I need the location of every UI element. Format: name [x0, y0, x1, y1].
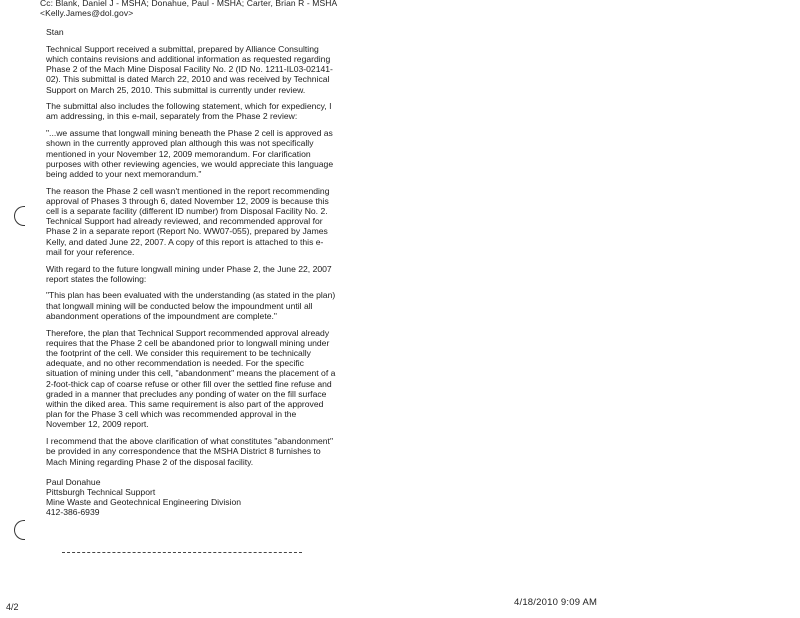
signature-name: Paul Donahue [46, 476, 101, 487]
signature-block [46, 477, 336, 518]
punch-hole-mark [14, 206, 25, 226]
cc-line: Cc: Blank, Daniel J - MSHA; Donahue, Paul - MSHA; Carter, Brian R - MSHA [40, 0, 338, 8]
quoted-paragraph-1: "...we assume that longwall mining beneath the Phase 2 cell is approved as shown in the currently approved plan although this was not specifically mentioned in your November 12, 2009 memorandum. For clarification purposes with other reviewing agencies, we would appreciate this language being added to your next memorandum." [46, 128, 334, 179]
paragraph-1: Technical Support received a submittal, prepared by Alliance Consulting which contains revisions and additional information as requested regarding Phase 2 of the Mach Mine Disposal Facility No. 2 (ID No. 1211-IL03-02141-02). This submittal is dated March 22, 2010 and was received by Technical Support on March 25, 2010. This submittal is currently under review. [46, 43, 333, 95]
paragraph-4: With regard to the future longwall mining under Phase 2, the June 22, 2007 report states the following: [46, 263, 332, 284]
signature-office: Pittsburgh Technical Support [46, 486, 156, 497]
paragraph-2: The submittal also includes the following statement, which for expediency, I am addressing, in this e-mail, separately from the Phase 2 review: [46, 101, 332, 122]
email-address-line: <Kelly.James@dol.gov> [40, 8, 134, 18]
paragraph-5: Therefore, the plan that Technical Support recommended approval already requires that the Phase 2 cell be abandoned prior to longwall mining under the footprint of the cell. We consider this requirement to be technically adequate, and no other recommendation is needed. For the specific situation of mining under this cell, "abandonment" means the placement of a 2-foot-thick cap of coarse refuse or other fill over the settled fine refuse and graded in a manner that precludes any ponding of water on the fill surface within the diked area. This same requirement is also part of the approved plan for the Phase 3 cell which was recommended approval in the November 12, 2009 report. [46, 327, 336, 430]
page-mark: 4/2 [6, 602, 19, 612]
letter-body [46, 27, 336, 518]
signature-phone: 412-386-6939 [46, 507, 100, 518]
punch-hole-mark [14, 520, 25, 540]
fax-timestamp: 4/18/2010 9:09 AM [514, 597, 598, 608]
greeting: Stan [46, 27, 64, 37]
paragraph-3: The reason the Phase 2 cell wasn't mentioned in the report recommending approval of Phases 3 through 6, dated November 12, 2009 is because this cell is a separate facility (different ID number) from Disposal Facility No. 2. Technical Support had already reviewed, and recommended approval for Phase 2 in a separate report (Report No. WW07-055), prepared by James Kelly, and dated June 22, 2007. A copy of this report is attached to this e-mail for your reference. [46, 185, 330, 257]
paragraph-6: I recommend that the above clarification of what constitutes "abandonment" be provided in any correspondence that the MSHA District 8 furnishes to Mach Mining regarding Phase 2 of the disposal facility. [46, 436, 333, 467]
quoted-paragraph-2: "This plan has been evaluated with the understanding (as stated in the plan) that longwall mining will be conducted below the impoundment until all abandonment operations of the impoundment are complete." [46, 290, 336, 321]
signature-division: Mine Waste and Geotechnical Engineering Division [46, 497, 242, 508]
divider-line [62, 552, 302, 553]
